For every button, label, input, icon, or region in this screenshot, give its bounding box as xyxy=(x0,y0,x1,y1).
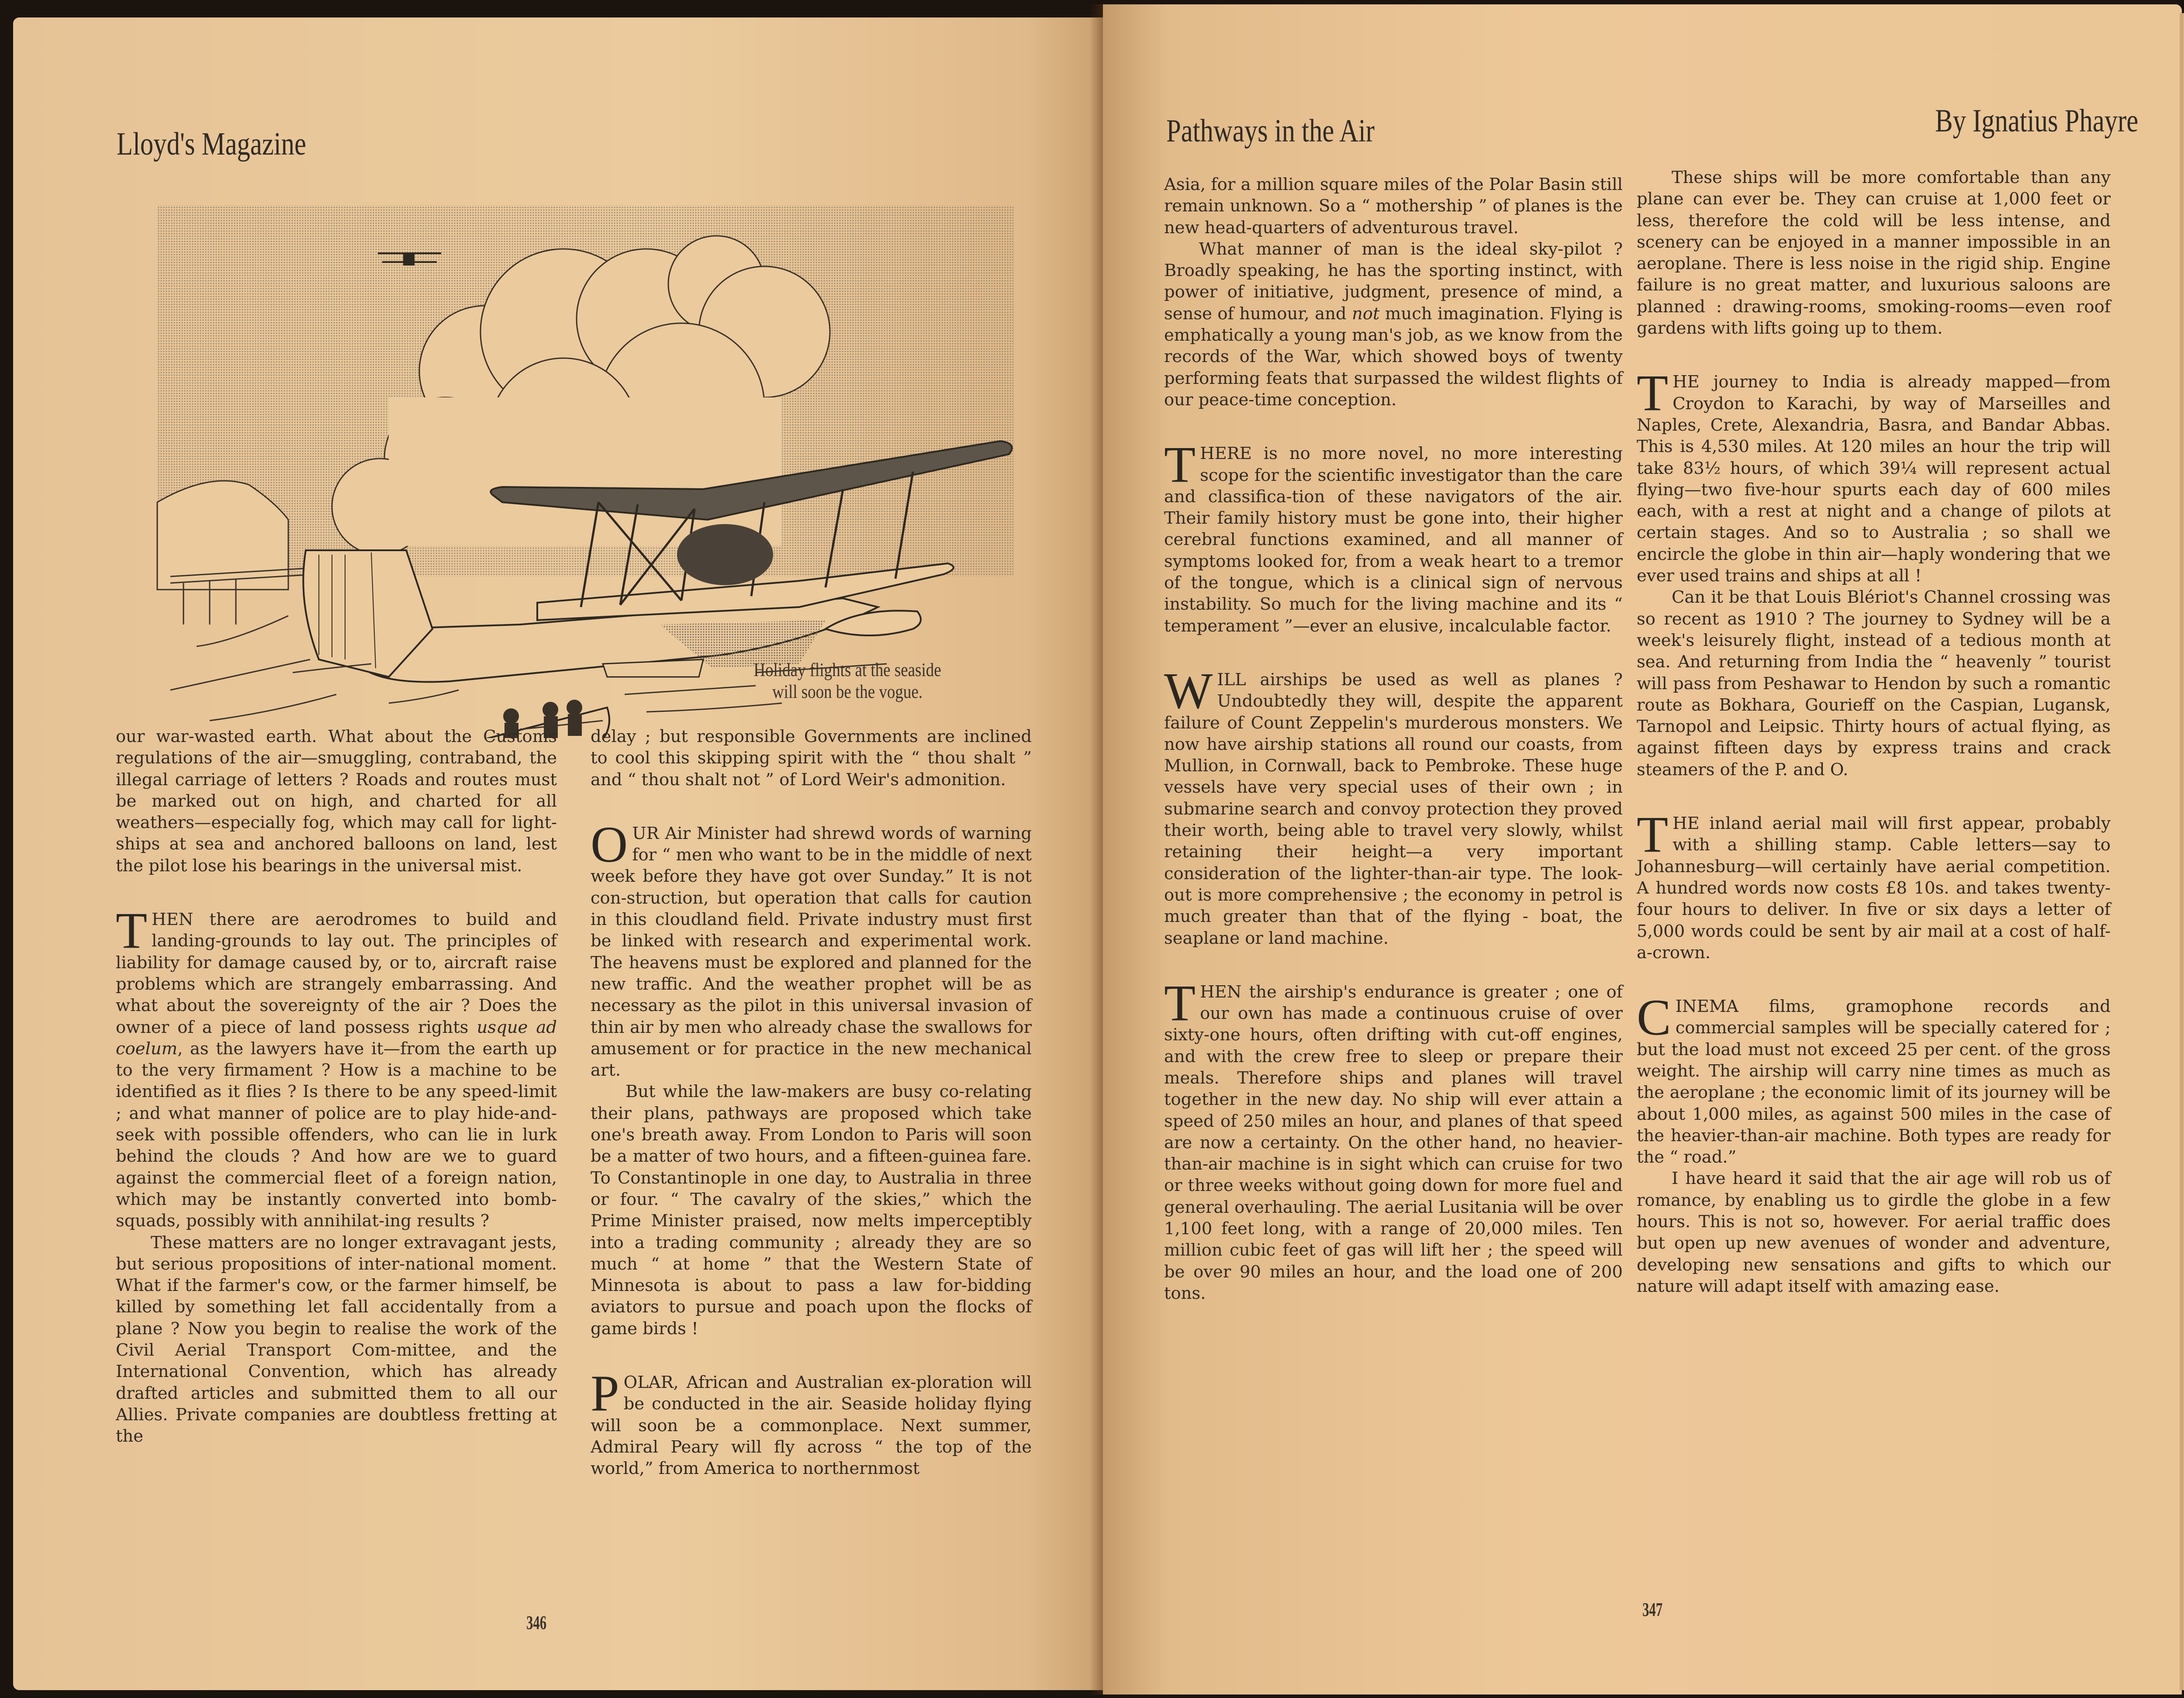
paragraph-dropcap: THERE is no more novel, no more interesting scope for the scientific investigator than the care and classifica-tion of these navigators of the air. Their family history must be gone into, their higher cerebral functions examined, and all manner of symptoms looked for, from a weak heart to a tremor of the tongue, which is a clinical sign of nervous instability. So much for the living machine and its “ temperament ”—ever an elusive, incalculable factor. xyxy=(1164,436,1623,636)
seaplane-illustration xyxy=(144,188,1013,738)
article-byline: By Ignatius Phayre xyxy=(1935,103,2138,139)
paragraph: These ships will be more comfortable than any plane can ever be. They can cruise at 1,000 feet or less, therefore the cold will be less intense, and scenery can be enjoyed in a manner impossible in an aeroplane. There is less noise in the rigid ship. Engine failure is no great matter, and luxurious saloons are planned : drawing-rooms, smoking-rooms—even roof gardens with lifts going up to them. xyxy=(1637,168,2111,338)
paragraph: Can it be that Louis Blériot's Channel crossing was so recent as 1910 ? The journey to Sydney will be a week's leisurely flight, instead of a tedious month at sea. And returning from India the “ heavenly ” tourist will pass from Peshawar to Hendon by such a romantic route as Bokhara, Gourieff on the Caspian, Lugansk, Tarnopol and Leipsic. Thirty hours of actual flying, as against fifteen days by express trains and crack steamers of the P. and O. xyxy=(1637,587,2111,780)
latin-phrase: usque ad coelum xyxy=(116,1017,557,1059)
paragraph: our war-wasted earth. What about the Customs regulations of the air—smuggling, contraband, the illegal carriage of letters ? Roads and routes must be marked out on high, and charted for all weathers—especially fog, which may call for light-ships at sea and anchored balloons on land, lest the pilot lose his bearings in the universal mist. xyxy=(116,727,557,876)
right-column-2 xyxy=(1637,167,2111,1297)
paragraph-dropcap: THE inland aerial mail will first appear, probably with a shilling stamp. Cable letters—say to Johannesburg—will certainly have aerial competition. A hundred words now costs £8 10s. and takes twenty-four hours to deliver. In five or six days a letter of 5,000 words could be sent by air mail at a cost of half-a-crown. xyxy=(1637,806,2111,963)
page-number: 347 xyxy=(1642,1599,1663,1620)
paragraph: Asia, for a million square miles of the Polar Basin still remain unknown. So a “ mothership ” of planes is the new head-quarters of adventurous travel. xyxy=(1164,175,1623,238)
page-number: 346 xyxy=(526,1612,547,1633)
paragraph: I have heard it said that the air age will rob us of romance, by enabling us to girdle the globe in a few hours. This is not so, however. For aerial traffic does but open up new avenues of wonder and adventure, developing new sensations and gifts to which our nature will adapt itself with amazing ease. xyxy=(1637,1169,2111,1296)
caption-line-1: Holiday flights at the seaside xyxy=(753,660,941,680)
paragraph: These matters are no longer extravagant jests, but serious propositions of inter-national moment. What if the farmer's cow, or the farmer himself, be killed by something let fall accidentally from a plane ? Now you begin to realise the work of the Civil Aerial Transport Com-mittee, and the International Convention, which has already drafted articles and submitted them to all our Allies. Private companies are doubtless fretting at the xyxy=(116,1232,557,1446)
paragraph: What manner of man is the ideal sky-pilot ? Broadly speaking, he has the sporting instinct, with power of initiative, judgment, presence of mind, a sense of humour, and not much imagination. Flying is emphatically a young man's job, as we know from the records of the War, which showed boys of twenty performing feats that surpassed the wildest flights of our peace-time conception. xyxy=(1164,239,1623,410)
paragraph: But while the law-makers are busy co-relating their plans, pathways are proposed which take one's breath away. From London to Paris will soon be a matter of two hours, and a fifteen-guinea fare. To Constantinople in one day, to Australia in three or four. “ The cavalry of the skies,” which the Prime Minister praised, now melts imperceptibly into a trading community ; already they are so much “ at home ” that the Western State of Minnesota is about to pass a law for-bidding aviators to pursue and poach upon the flocks of game birds ! xyxy=(591,1082,1032,1339)
emphasis: not xyxy=(1352,304,1380,324)
seaplane-engine xyxy=(677,524,773,585)
paragraph-dropcap: THEN there are aerodromes to build and landing-grounds to lay out. The principles of liability for damage caused by, or to, aircraft raise problems which are strangely embarrassing. And what about the sovereignty of the air ? Does the owner of a piece of land possess rights usque ad coelum, as the lawyers have it—from the earth up to the very firmament ? How is a machine to be identified as it flies ? Is there to be any speed-limit ; and what manner of police are to play hide-and-seek with possible offenders, who can lie in lurk behind the clouds ? And how are we to guard against the commercial fleet of a foreign nation, which may be instantly converted into bomb-squads, possibly with annihilat-ing results ? xyxy=(116,902,557,1231)
paragraph: delay ; but responsible Governments are inclined to cool this skipping spirit with the “ thou shalt ” and “ thou shalt not ” of Lord Weir's admonition. xyxy=(591,727,1032,790)
running-head: Lloyd's Magazine xyxy=(117,126,306,162)
paragraph-dropcap: THEN the airship's endurance is greater ; one of our own has made a continuous cruise of over sixty-one hours, often drifting with cut-off engines, and with the crew free to sleep or prepare their meals. Therefore ships and planes will travel together in the new day. No ship will ever attain a speed of 250 miles an hour, and planes of that speed are now a certainty. On the other hand, no heavier-than-air machine is in sight which can cruise for two or three weeks without going down for more fuel and general overhauling. The aerial Lusitania will be over 1,100 feet long, with a range of 20,000 miles. Ten million cubic feet of gas will lift her ; the speed will be over 90 miles an hour, and the load one of 200 tons. xyxy=(1164,974,1623,1303)
paragraph-dropcap: CINEMA films, gramophone records and commercial samples will be specially catered for ; but the load must not exceed 25 per cent. of the gross weight. The airship will carry nine times as much as the aeroplane ; the economic limit of its journey will be about 1,000 miles, as against 500 miles in the case of the heavier-than-air machine. Both types are ready for the “ road.” xyxy=(1637,989,2111,1167)
left-column-2 xyxy=(591,726,1032,1480)
left-page xyxy=(13,17,1103,1690)
illustration-caption xyxy=(703,659,992,703)
page-edges xyxy=(2180,13,2184,1690)
paragraph-dropcap: THE journey to India is already mapped—from Croydon to Karachi, by way of Marseilles and Naples, Crete, Alexandria, Basra, and Bandar Abbas. This is 4,530 miles. At 120 miles an hour the trip will take 83½ hours, of which 39¼ will represent actual flying—two five-hour spurts each day of 600 miles each, with a rest at night and a change of pilots at certain stages. And so to Australia ; so shall we encircle the globe in thin air—haply wondering that we ever used trains and ships at all ! xyxy=(1637,364,2111,586)
left-column-1 xyxy=(116,726,557,1447)
caption-line-2: will soon be the vogue. xyxy=(772,682,923,702)
right-column-1 xyxy=(1164,174,1623,1304)
right-page xyxy=(1103,4,2182,1695)
paragraph-dropcap: WILL airships be used as well as planes ? Undoubtedly they will, despite the apparent failure of Count Zeppelin's murderous monsters. We now have airship stations all round our coasts, from Mullion, in Cornwall, back to Pembroke. These huge vessels have very special uses of their own ; in submarine search and convoy protection they proved their worth, being able to travel very slowly, whilst retaining their height—a very important consideration of the lighter-than-air type. The look-out is more comprehensive ; the economy in petrol is much greater than that of the flying - boat, the seaplane or land machine. xyxy=(1164,662,1623,948)
paragraph-dropcap: OUR Air Minister had shrewd words of warning for “ men who want to be in the middle of next week before they have got over Sunday.” It is not con-struction, but operation that calls for caution in this cloudland field. Private industry must first be linked with research and experimental work. The heavens must be explored and planned for the new traffic. And the weather prophet will be as necessary as the pilot in this universal invasion of thin air by men who already chase the swallows for amusement or for practice in the new mechanical art. xyxy=(591,815,1032,1080)
paragraph-dropcap: POLAR, African and Australian ex-ploration will be conducted in the air. Seaside holiday flying will soon be a commonplace. Next summer, Admiral Peary will fly across “ the top of the world,” from America to northernmost xyxy=(591,1365,1032,1479)
article-title: Pathways in the Air xyxy=(1166,113,1375,149)
